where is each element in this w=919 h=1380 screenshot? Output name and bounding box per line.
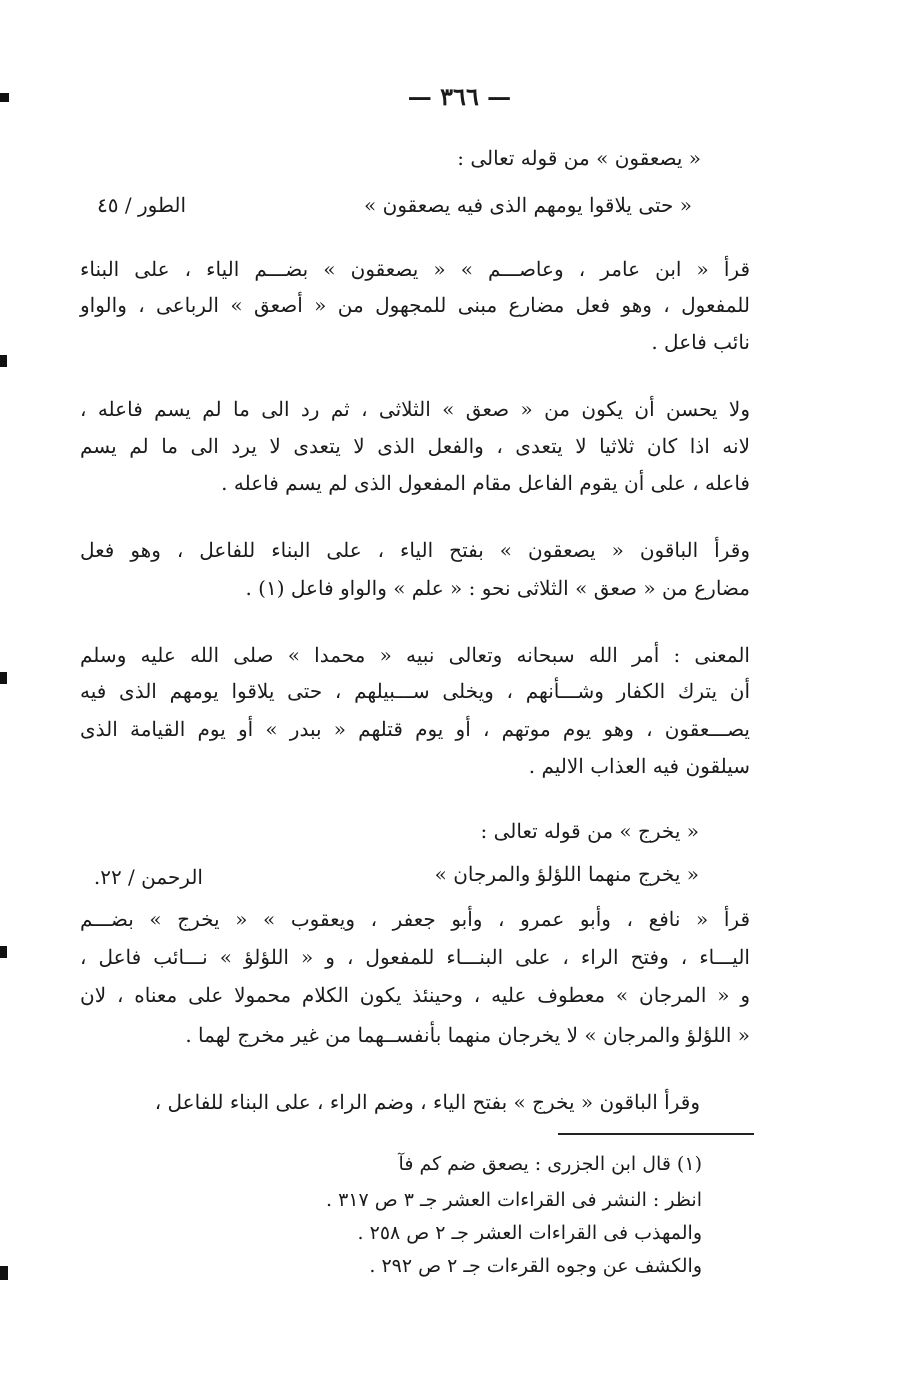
para4-line3: يصـــعقون ، وهو يوم موتهم ، أو يوم قتلهم « ببدر » أو يوم القيامة الذى (80, 717, 750, 741)
para2-line1: ولا يحسن أن يكون من « صعق » الثلاثى ، ثم رد الى ما لم يسم فاعله ، (80, 397, 750, 421)
page-number: — ٣٦٦ — (407, 82, 512, 111)
section1-verse: « حتى يلاقوا يومهم الذى فيه يصعقون » (364, 193, 692, 217)
para1-line2: للمفعول ، وهو فعل مضارع مبنى للمجهول من « أصعق » الرباعى ، والواو (80, 293, 750, 317)
scan-mark-bottom (0, 1266, 8, 1280)
para6-line1: وقرأ الباقون « يخرج » بفتح الياء ، وضم الراء ، على البناء للفاعل ، (154, 1090, 700, 1114)
para4-line1: المعنى : أمر الله سبحانه وتعالى نبيه « محمدا » صلى الله عليه وسلم (80, 643, 750, 667)
para3-line1: وقرأ الباقون « يصعقون » بفتح الياء ، على البناء للفاعل ، وهو فعل (80, 538, 750, 562)
scan-mark-2 (0, 672, 7, 684)
para2-line2: لانه اذا كان ثلاثيا لا يتعدى ، والفعل الذى لا يتعدى لا يرد الى ما لم يسم (80, 434, 750, 458)
scan-mark-3 (0, 946, 7, 958)
para2-line3: فاعله ، على أن يقوم الفاعل مقام المفعول الذى لم يسم فاعله . (221, 471, 750, 495)
footnote-3: والمهذب فى القراءات العشر جـ ٢ ص ٢٥٨ . (357, 1222, 702, 1244)
footnote-2: انظر : النشر فى القراءات العشر جـ ٣ ص ٣١٧ . (326, 1189, 702, 1211)
para5-line2: اليـــاء ، وفتح الراء ، على البنـــاء للمفعول ، و « اللؤلؤ » نـــائب فاعل ، (80, 945, 750, 969)
footnote-1: (١) قال ابن الجزرى : يصعق ضم كم فآ (398, 1153, 702, 1175)
para4-line4: سيلقون فيه العذاب الاليم . (528, 754, 750, 778)
para1-line1: قرأ « ابن عامر ، وعاصـــم » « يصعقون » بضـــم الياء ، على البناء (80, 257, 750, 281)
footnote-separator (558, 1133, 754, 1135)
section2-verse-ref: الرحمن / ٢٢. (93, 865, 203, 889)
para1-line3: نائب فاعل . (651, 330, 750, 354)
section2-heading: « يخرج » من قوله تعالى : (480, 819, 699, 843)
section1-verse-ref: الطور / ٤٥ (97, 193, 186, 217)
para4-line2: أن يترك الكفار وشـــأنهم ، ويخلى ســـبيلهم ، حتى يلاقوا يومهم الذى فيه (80, 679, 750, 703)
para3-line2: مضارع من « صعق » الثلاثى نحو : « علم » والواو فاعل (١) . (245, 576, 750, 600)
scan-mark-1 (0, 355, 7, 367)
para5-line1: قرأ « نافع ، وأبو عمرو ، وأبو جعفر ، ويعقوب » « يخرج » بضـــم (80, 907, 750, 931)
section1-heading: « يصعقون » من قوله تعالى : (457, 146, 701, 170)
para5-line4: « اللؤلؤ والمرجان » لا يخرجان منهما بأنفســهما من غير مخرج لهما . (185, 1023, 750, 1047)
footnote-4: والكشف عن وجوه القرءات جـ ٢ ص ٢٩٢ . (369, 1255, 702, 1277)
para5-line3: و « المرجان » معطوف عليه ، وحينئذ يكون الكلام محمولا على معناه ، لان (80, 983, 750, 1007)
section2-verse: « يخرج منهما اللؤلؤ والمرجان » (434, 862, 699, 886)
